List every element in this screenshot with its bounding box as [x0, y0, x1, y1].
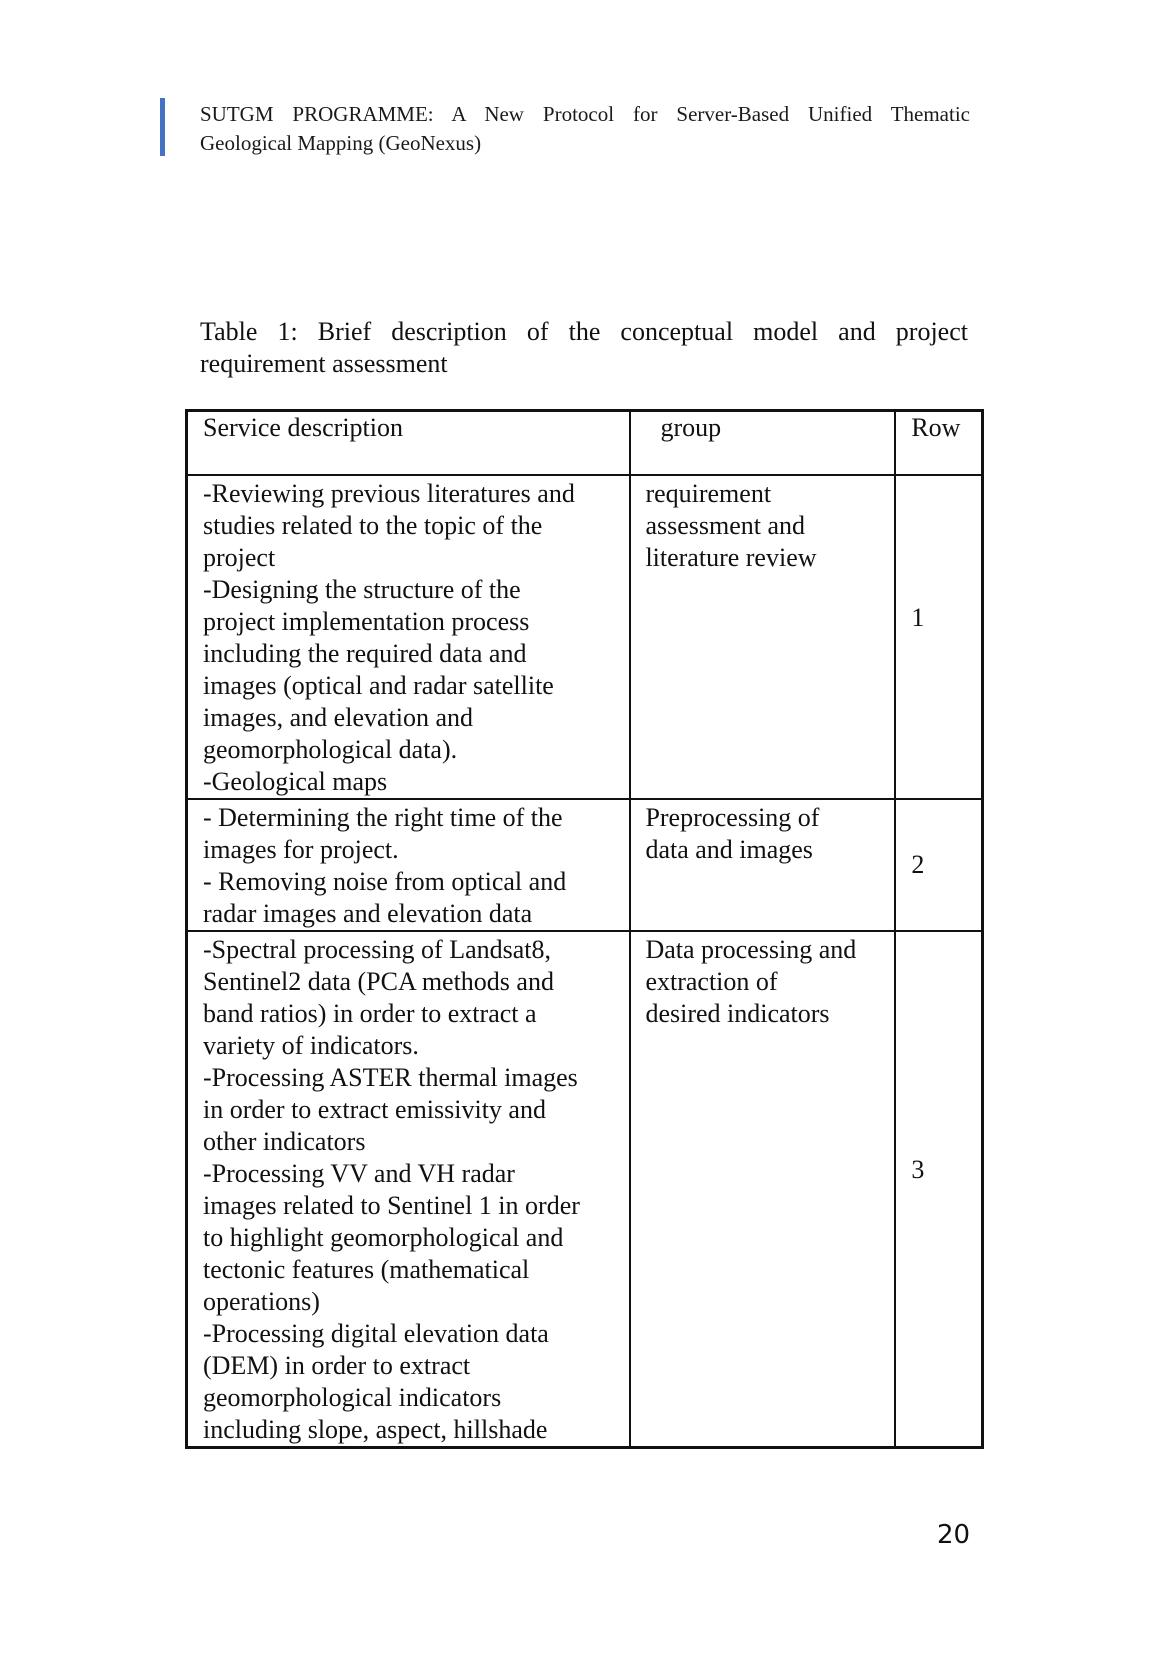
group-line: desired indicators: [645, 999, 830, 1028]
page-number: 20: [937, 1520, 971, 1550]
service-description-cell: [187, 931, 631, 1448]
table-header-row: [187, 411, 983, 476]
service-description-cell: [187, 799, 631, 931]
column-header-row: Row: [895, 411, 982, 476]
description-line: images related to Sentinel 1 in order: [203, 1191, 580, 1220]
description-line: in order to extract emissivity and: [203, 1095, 546, 1124]
description-line: -Processing digital elevation data: [203, 1319, 549, 1348]
table-caption-line-1: Table 1: Brief description of the conceptual model and project: [200, 317, 968, 346]
description-line: -Reviewing previous literatures and: [203, 479, 575, 508]
service-description-cell: [187, 475, 631, 799]
description-line: - Removing noise from optical and: [203, 867, 567, 896]
running-header-line-1: SUTGM PROGRAMME: A New Protocol for Server-Based Unified Thematic: [200, 102, 970, 126]
description-line: -Processing VV and VH radar: [203, 1159, 515, 1188]
running-header-line-2: Geological Mapping (GeoNexus): [200, 131, 482, 155]
row-number-cell: [895, 475, 982, 799]
description-line: geomorphological indicators: [203, 1383, 502, 1412]
description-line: including the required data and: [203, 639, 527, 668]
header-accent-bar: [160, 98, 165, 156]
column-header-group: group: [630, 411, 895, 476]
row-number: 1: [911, 603, 925, 632]
group-line: extraction of: [645, 967, 778, 996]
row-number-cell: [895, 799, 982, 931]
row-number: 3: [911, 1155, 925, 1184]
group-line: data and images: [645, 835, 813, 864]
description-line: tectonic features (mathematical: [203, 1255, 530, 1284]
description-line: - Determining the right time of the: [203, 803, 563, 832]
group-line: literature review: [645, 543, 817, 572]
description-line: operations): [203, 1287, 320, 1316]
description-line: Sentinel2 data (PCA methods and: [203, 967, 554, 996]
description-line: project implementation process: [203, 607, 530, 636]
table-row: [187, 799, 983, 931]
description-line: (DEM) in order to extract: [203, 1351, 471, 1380]
group-cell: [630, 931, 895, 1448]
description-line: geomorphological data).: [203, 735, 458, 764]
group-line: Preprocessing of: [645, 803, 820, 832]
description-line: -Processing ASTER thermal images: [203, 1063, 578, 1092]
group-line: Data processing and: [645, 935, 857, 964]
column-header-service-description: Service description: [187, 411, 631, 476]
description-line: band ratios) in order to extract a: [203, 999, 537, 1028]
group-cell: [630, 475, 895, 799]
description-line: images (optical and radar satellite: [203, 671, 554, 700]
description-line: studies related to the topic of the: [203, 511, 543, 540]
table-row: [187, 475, 983, 799]
description-line: radar images and elevation data: [203, 899, 533, 928]
table-caption-line-2: requirement assessment: [200, 349, 448, 378]
description-line: images for project.: [203, 835, 399, 864]
running-header: [200, 100, 970, 158]
group-cell: [630, 799, 895, 931]
row-number-cell: [895, 931, 982, 1448]
group-line: requirement: [645, 479, 772, 508]
table-row: [187, 931, 983, 1448]
description-line: to highlight geomorphological and: [203, 1223, 564, 1252]
description-line: other indicators: [203, 1127, 366, 1156]
description-line: -Geological maps: [203, 767, 388, 796]
description-line: including slope, aspect, hillshade: [203, 1415, 548, 1444]
service-description-table: [185, 409, 984, 1449]
table-caption: [200, 316, 968, 380]
row-number: 2: [911, 850, 925, 879]
description-line: -Designing the structure of the: [203, 575, 521, 604]
description-line: variety of indicators.: [203, 1031, 419, 1060]
description-line: project: [203, 543, 276, 572]
group-line: assessment and: [645, 511, 806, 540]
description-line: -Spectral processing of Landsat8,: [203, 935, 552, 964]
description-line: images, and elevation and: [203, 703, 474, 732]
